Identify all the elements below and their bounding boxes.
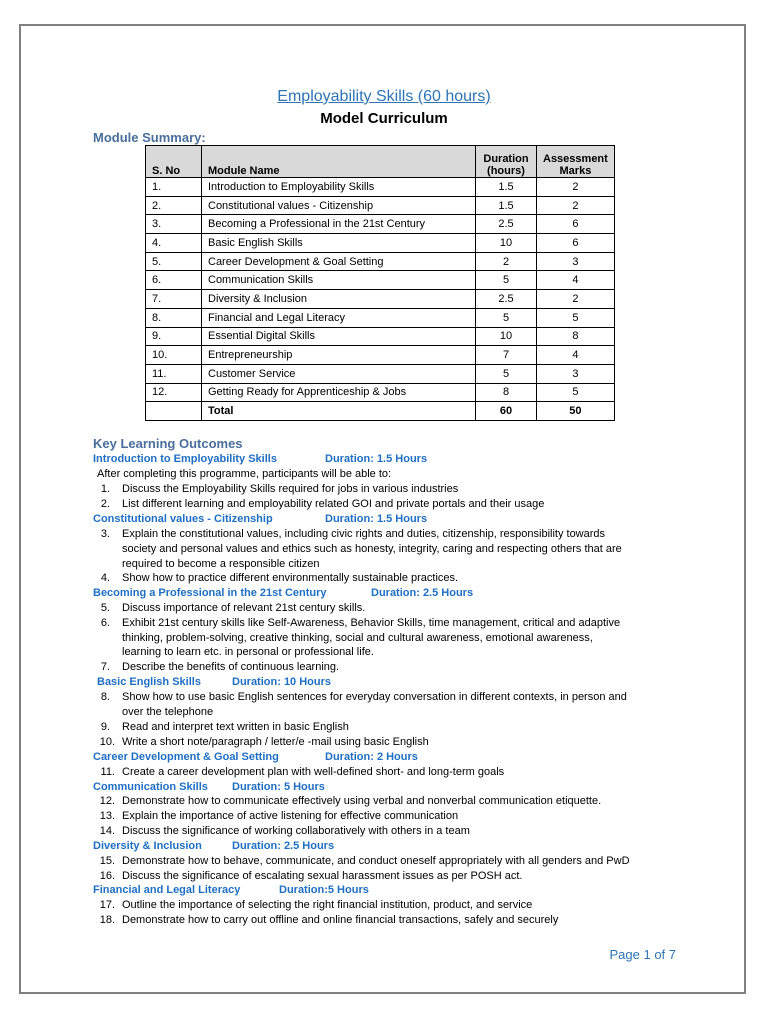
outcome-text: Create a career development plan with well-defined short- and long-term goals [122, 766, 505, 778]
cell-duration: 2 [476, 252, 537, 271]
table-row [146, 252, 615, 271]
cell-duration: 2.5 [476, 215, 537, 234]
cell-marks: 4 [537, 271, 615, 290]
cell-module-name: Communication Skills [202, 271, 476, 290]
cell-marks: 5 [537, 308, 615, 327]
table-total-row [146, 402, 615, 421]
cell-sno: 1. [146, 178, 202, 197]
outcome-number: 4. [100, 572, 110, 584]
module-duration: Duration: 2.5 Hours [371, 587, 474, 599]
module-title: Career Development & Goal Setting [93, 751, 279, 763]
outcome-number: 7. [100, 661, 110, 673]
module-title: Basic English Skills [97, 676, 201, 688]
module-duration: Duration:5 Hours [279, 884, 369, 896]
outcome-number: 11. [100, 766, 115, 778]
outcomes-intro: After completing this programme, participants will be able to: [97, 468, 392, 480]
module-duration: Duration: 1.5 Hours [325, 453, 428, 465]
cell-module-name: Financial and Legal Literacy [202, 308, 476, 327]
module-duration: Duration: 2 Hours [325, 751, 418, 763]
table-row [146, 346, 615, 365]
cell-module-name: Introduction to Employability Skills [202, 178, 476, 197]
cell-duration: 1.5 [476, 178, 537, 197]
document-subtitle: Model Curriculum [320, 110, 448, 127]
outcome-text: thinking, problem-solving, creative thinking, social and cultural awareness, emotional awareness, [122, 632, 593, 644]
cell-marks: 2 [537, 196, 615, 215]
cell-duration: 10 [476, 327, 537, 346]
cell-empty [146, 402, 202, 421]
outcome-number: 9. [100, 721, 110, 733]
cell-marks: 5 [537, 383, 615, 402]
table-row [146, 178, 615, 197]
outcome-text: Discuss the significance of escalating sexual harassment issues as per POSH act. [122, 870, 523, 882]
outcome-text: Discuss the Employability Skills required for jobs in various industries [122, 483, 459, 495]
cell-sno: 5. [146, 252, 202, 271]
outcome-text: Write a short note/paragraph / letter/e -mail using basic English [122, 736, 429, 748]
cell-sno: 9. [146, 327, 202, 346]
outcome-number: 16. [99, 870, 115, 882]
outcome-number: 8. [100, 691, 110, 703]
cell-marks: 4 [537, 346, 615, 365]
module-duration: Duration: 2.5 Hours [232, 840, 335, 852]
outcome-text: Describe the benefits of continuous learning. [122, 661, 340, 673]
module-duration: Duration: 5 Hours [232, 781, 325, 793]
header-duration: Duration (hours) [476, 146, 537, 178]
module-title: Diversity & Inclusion [93, 840, 202, 852]
cell-duration: 8 [476, 383, 537, 402]
cell-marks: 3 [537, 364, 615, 383]
cell-module-name: Career Development & Goal Setting [202, 252, 476, 271]
cell-sno: 2. [146, 196, 202, 215]
cell-duration: 5 [476, 364, 537, 383]
cell-sno: 3. [146, 215, 202, 234]
outcome-number: 12. [99, 795, 115, 807]
outcome-text: Show how to use basic English sentences for everyday conversation in different contexts, in person and [122, 691, 627, 703]
outcome-text: Explain the importance of active listening for effective communication [122, 810, 459, 822]
cell-sno: 12. [146, 383, 202, 402]
cell-duration: 7 [476, 346, 537, 365]
cell-marks: 2 [537, 178, 615, 197]
outcome-number: 13. [99, 810, 115, 822]
outcome-text: society and personal values and ethics such as honesty, integrity, caring and respecting others that are [122, 543, 622, 555]
outcome-text: required to become a responsible citizen [122, 558, 320, 570]
header-sno: S. No [146, 146, 202, 178]
module-title: Communication Skills [93, 781, 208, 793]
module-duration: Duration: 1.5 Hours [325, 513, 428, 525]
outcome-number: 2. [100, 498, 110, 510]
module-title: Constitutional values - Citizenship [93, 513, 273, 525]
cell-sno: 7. [146, 290, 202, 309]
cell-sno: 10. [146, 346, 202, 365]
cell-duration: 5 [476, 271, 537, 290]
outcome-text: List different learning and employability related GOI and private portals and their usage [122, 498, 545, 510]
cell-module-name: Entrepreneurship [202, 346, 476, 365]
cell-module-name: Becoming a Professional in the 21st Century [202, 215, 476, 234]
table-row [146, 271, 615, 290]
outcome-number: 18. [99, 914, 115, 926]
cell-module-name: Basic English Skills [202, 234, 476, 253]
cell-duration: 1.5 [476, 196, 537, 215]
cell-marks: 3 [537, 252, 615, 271]
document-title: Employability Skills (60 hours) [277, 88, 491, 105]
cell-module-name: Getting Ready for Apprenticeship & Jobs [202, 383, 476, 402]
cell-module-name: Diversity & Inclusion [202, 290, 476, 309]
header-marks: Assessment Marks [537, 146, 615, 178]
outcome-number: 6. [100, 617, 110, 629]
cell-duration: 5 [476, 308, 537, 327]
cell-sno: 6. [146, 271, 202, 290]
outcome-number: 3. [100, 528, 110, 540]
outcome-text: Explain the constitutional values, including civic rights and duties, citizenship, responsibility towards [122, 528, 606, 540]
cell-marks: 8 [537, 327, 615, 346]
total-marks: 50 [537, 402, 615, 421]
module-summary-heading: Module Summary: [93, 130, 206, 145]
cell-duration: 2.5 [476, 290, 537, 309]
outcome-number: 10. [99, 736, 115, 748]
outcome-text: Read and interpret text written in basic English [122, 721, 349, 733]
table-row [146, 327, 615, 346]
table-row [146, 383, 615, 402]
module-summary-table [145, 145, 615, 421]
page-number: Page 1 of 7 [609, 947, 676, 962]
cell-module-name: Constitutional values - Citizenship [202, 196, 476, 215]
table-row [146, 308, 615, 327]
cell-module-name: Essential Digital Skills [202, 327, 476, 346]
outcome-number: 14. [99, 825, 115, 837]
header-module-name: Module Name [202, 146, 476, 178]
outcome-text: Demonstrate how to behave, communicate, and conduct oneself appropriately with all genders and PwD [122, 855, 630, 867]
module-title: Becoming a Professional in the 21st Century [93, 587, 327, 599]
outcome-number: 5. [100, 602, 110, 614]
cell-sno: 4. [146, 234, 202, 253]
outcome-text: Demonstrate how to carry out offline and online financial transactions, safely and securely [122, 914, 559, 926]
outcome-text: Exhibit 21st century skills like Self-Awareness, Behavior Skills, time management, critical and adaptive [122, 617, 621, 629]
outcome-text: Demonstrate how to communicate effectively using verbal and nonverbal communication etiquette. [122, 795, 602, 807]
table-row [146, 364, 615, 383]
table-row [146, 196, 615, 215]
table-row [146, 215, 615, 234]
cell-sno: 11. [146, 364, 202, 383]
outcome-text: over the telephone [122, 706, 214, 718]
table-row [146, 234, 615, 253]
table-header-row [146, 146, 615, 178]
table-row [146, 290, 615, 309]
module-duration: Duration: 10 Hours [232, 676, 332, 688]
outcome-number: 1. [100, 483, 110, 495]
cell-marks: 6 [537, 234, 615, 253]
cell-marks: 2 [537, 290, 615, 309]
outcome-text: Discuss the significance of working collaboratively with others in a team [122, 825, 470, 837]
module-title: Financial and Legal Literacy [93, 884, 241, 896]
module-title: Introduction to Employability Skills [93, 453, 277, 465]
outcome-text: Outline the importance of selecting the right financial institution, product, and service [122, 899, 533, 911]
outcome-text: Show how to practice different environmentally sustainable practices. [122, 572, 459, 584]
cell-marks: 6 [537, 215, 615, 234]
outcome-number: 17. [99, 899, 115, 911]
outcome-text: learning to learn etc. in personal or professional life. [122, 646, 374, 658]
outcome-text: Discuss importance of relevant 21st century skills. [122, 602, 366, 614]
cell-module-name: Customer Service [202, 364, 476, 383]
outcomes-heading: Key Learning Outcomes [93, 436, 243, 451]
total-duration: 60 [476, 402, 537, 421]
outcome-number: 15. [99, 855, 115, 867]
cell-duration: 10 [476, 234, 537, 253]
total-label: Total [202, 402, 476, 421]
cell-sno: 8. [146, 308, 202, 327]
